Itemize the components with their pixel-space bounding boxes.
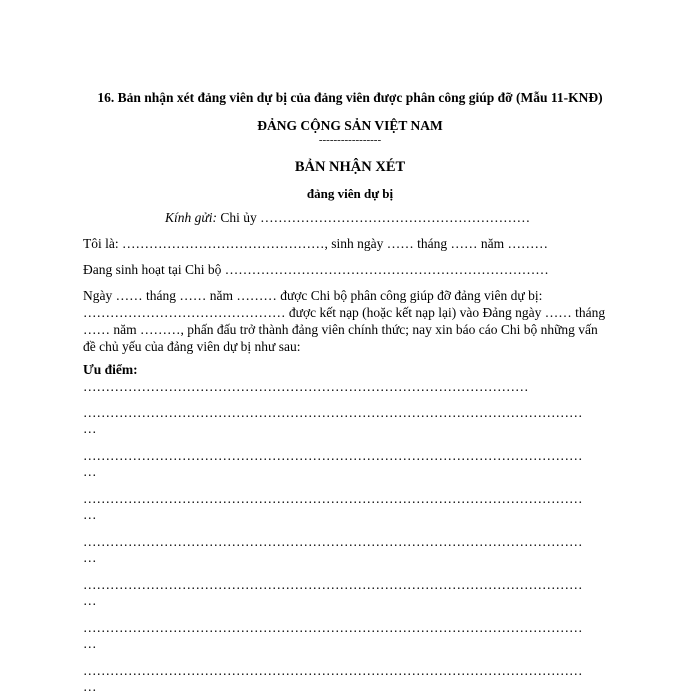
dotted-line-body: ………………………………………………………………………………………………… <box>83 491 583 506</box>
dotted-line-tail: … <box>83 507 97 522</box>
recipient-text: Chi ủy …………………………………………………… <box>217 210 531 225</box>
dotted-line-tail: … <box>83 464 97 479</box>
assignment-paragraph <box>83 287 620 355</box>
dotted-line <box>83 663 583 695</box>
recipient-line <box>165 210 530 226</box>
separator: ----------------- <box>318 134 382 146</box>
dotted-line-body: ………………………………………………………………………………………………… <box>83 663 583 678</box>
dotted-line-body: ………………………………………………………………………………………………… <box>83 448 583 463</box>
paragraph-line-2: ……………………………………… được kết nạp (hoặc kết nạp lại) vào Đảng ngày …… tháng <box>83 305 606 320</box>
dotted-line <box>83 577 583 609</box>
dotted-line-tail: … <box>83 593 97 608</box>
document-subtitle: đảng viên dự bị <box>306 186 394 201</box>
dotted-line-tail: … <box>83 679 97 694</box>
dotted-line-tail: … <box>83 550 97 565</box>
dotted-line-tail: … <box>83 636 97 651</box>
document-title: BẢN NHẬN XÉT <box>294 159 406 175</box>
paragraph-line-4: đề chủ yếu của đảng viên dự bị như sau: <box>83 339 301 354</box>
paragraph-line-3: …… năm ………, phấn đấu trở thành đảng viên chính thức; nay xin báo cáo Chi bộ những vấn <box>83 322 598 337</box>
dotted-line-body: ………………………………………………………………………………………………… <box>83 577 583 592</box>
branch-line: Đang sinh hoạt tại Chi bộ ……………………………………………………………… <box>83 262 549 277</box>
party-name: ĐẢNG CỘNG SẢN VIỆT NAM <box>257 118 443 133</box>
dotted-line <box>83 534 583 566</box>
name-line: Tôi là: ………………………………………, sinh ngày …… tháng …… năm ……… <box>83 236 548 251</box>
dotted-line <box>83 620 583 652</box>
dotted-line: ……………………………………………………………………………………… <box>83 379 529 394</box>
recipient-label: Kính gửi: <box>165 210 217 225</box>
dotted-line <box>83 448 583 480</box>
dotted-line-body: ………………………………………………………………………………………………… <box>83 405 583 420</box>
dotted-line <box>83 405 583 437</box>
form-heading: 16. Bản nhận xét đảng viên dự bị của đảng viên được phân công giúp đỡ (Mẫu 11-KNĐ) <box>97 90 603 105</box>
dotted-line-body: ………………………………………………………………………………………………… <box>83 534 583 549</box>
dotted-line <box>83 491 583 523</box>
section-label-strengths: Ưu điểm: <box>83 362 138 377</box>
dotted-line-tail: … <box>83 421 97 436</box>
paragraph-line-1: Ngày …… tháng …… năm ……… được Chi bộ phân công giúp đỡ đảng viên dự bị: <box>83 288 543 303</box>
dotted-line-body: ………………………………………………………………………………………………… <box>83 620 583 635</box>
